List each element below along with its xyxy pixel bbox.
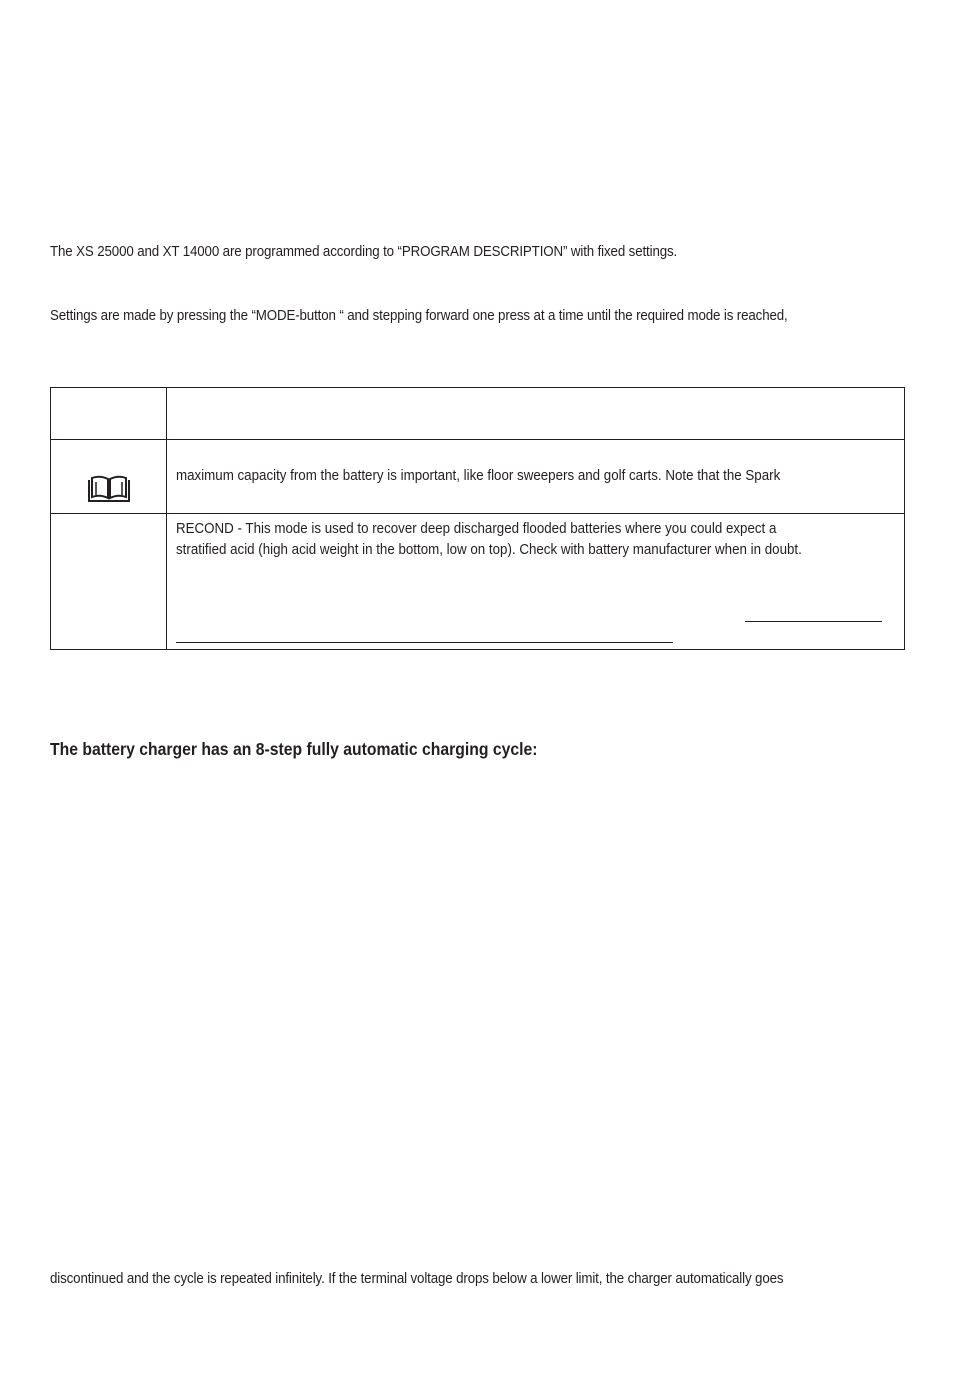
underline-rule bbox=[176, 642, 673, 643]
recond-line-1: RECOND - This mode is used to recover deep discharged flooded batteries where you could expect a bbox=[176, 521, 777, 537]
table-row-divider bbox=[51, 513, 904, 514]
table-column-divider bbox=[166, 388, 167, 649]
table-row-divider bbox=[51, 439, 904, 440]
underline-rule bbox=[745, 621, 882, 622]
cycle-heading: The battery charger has an 8-step fully automatic charging cycle: bbox=[50, 739, 538, 759]
programmed-text: The XS 25000 and XT 14000 are programmed according to “PROGRAM DESCRIPTION” with fixed settings. bbox=[50, 244, 678, 260]
footer-text: discontinued and the cycle is repeated infinitely. If the terminal voltage drops below a lower limit, the charger automatically goes bbox=[50, 1271, 784, 1287]
open-book-icon bbox=[87, 474, 131, 504]
table-cell-text: maximum capacity from the battery is important, like floor sweepers and golf carts. Note that the Spark bbox=[176, 468, 781, 484]
mode-table bbox=[50, 387, 905, 650]
settings-text: Settings are made by pressing the “MODE-button “ and stepping forward one press at a time until the required mode is reached, bbox=[50, 308, 788, 324]
recond-line-2: stratified acid (high acid weight in the bottom, low on top). Check with battery manufacturer when in doubt. bbox=[176, 542, 802, 558]
